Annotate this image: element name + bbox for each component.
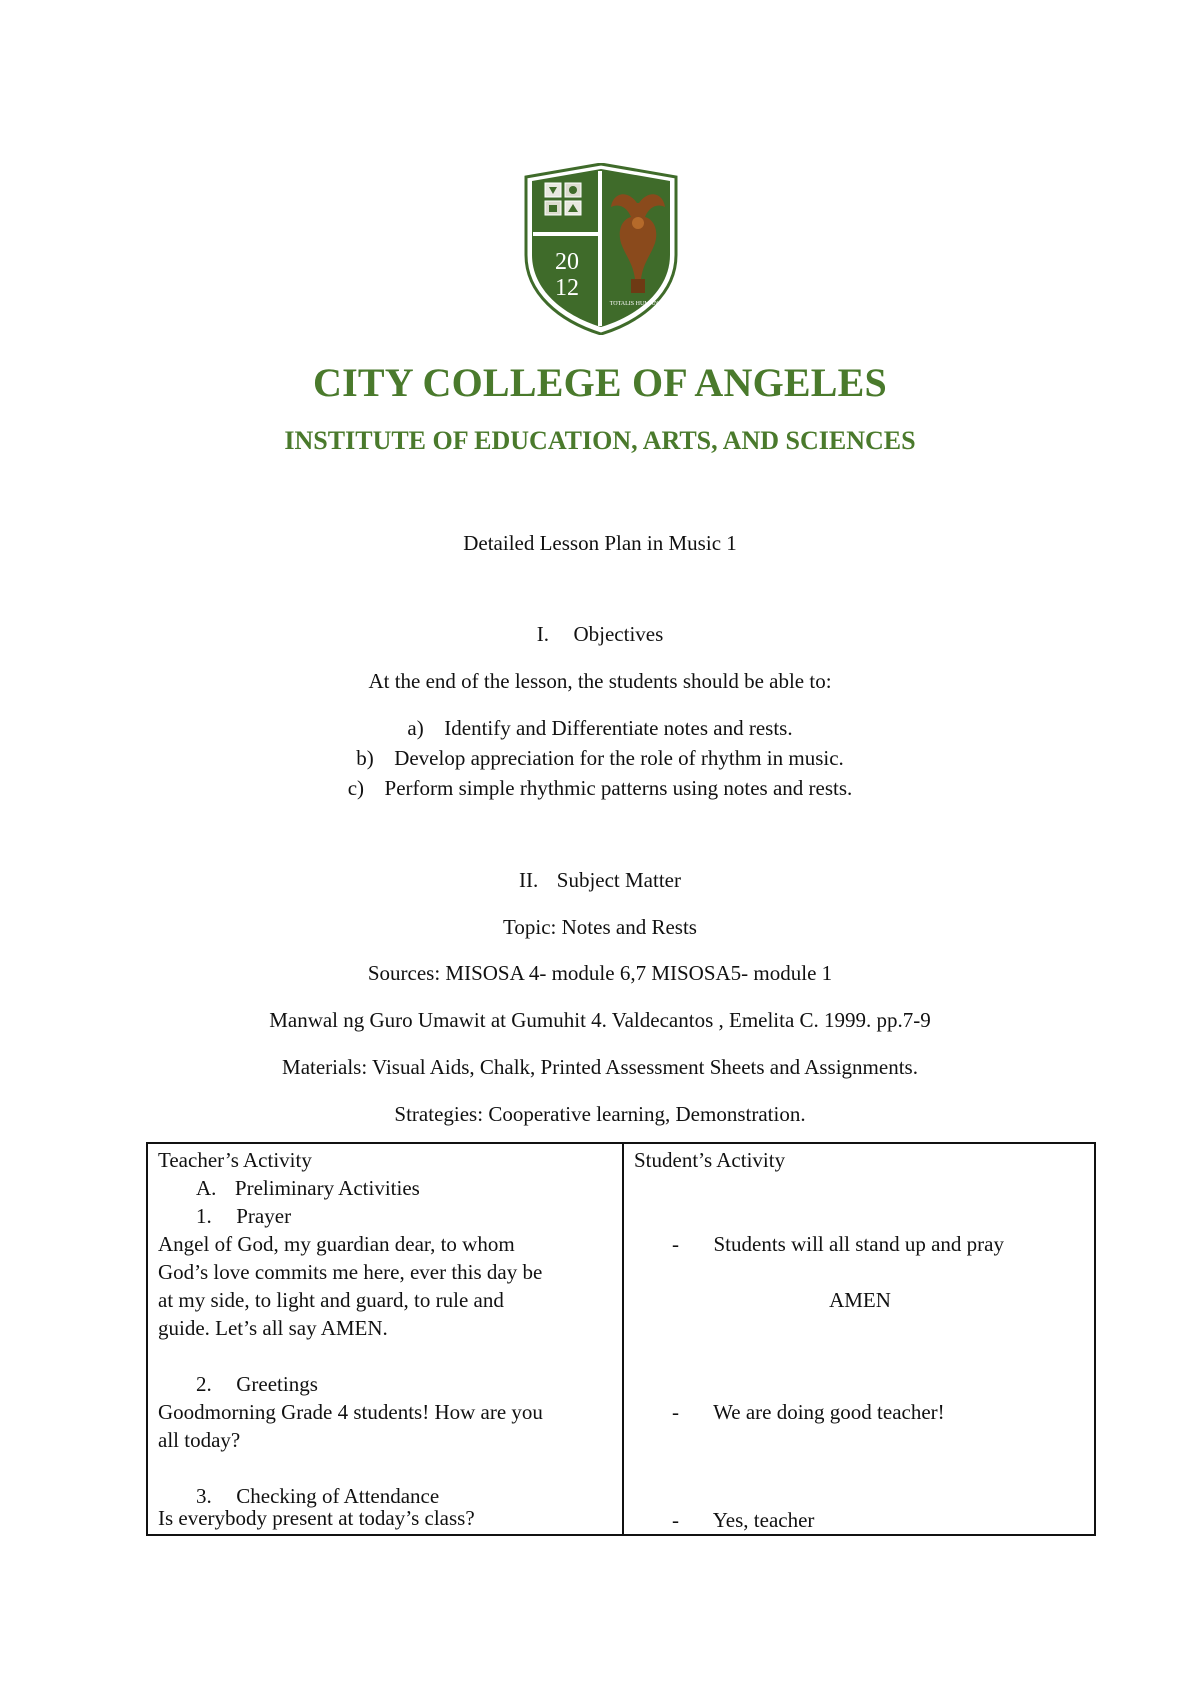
reference-line: Manwal ng Guro Umawit at Gumuhit 4. Valdecantos , Emelita C. 1999. pp.7-9 [269,1008,931,1032]
student-activity-header: Student’s Activity [634,1148,786,1172]
objective-text: Perform simple rhythmic patterns using notes and rests. [384,776,853,800]
sources-line: Sources: MISOSA 4- module 6,7 MISOSA5- module 1 [367,961,833,985]
college-name: CITY COLLEGE OF ANGELES [313,360,887,405]
step-heading [196,1370,318,1398]
student-response [672,1506,814,1534]
response-dash: - [672,1400,679,1424]
objectives-title: Objectives [573,622,664,646]
table-column-divider [622,1144,624,1534]
logo-motto: TOTALIS HUMANAE [609,301,667,307]
step-label: Checking of Attendance [236,1484,440,1508]
objective-item [0,775,1200,801]
step-label: Greetings [236,1372,318,1396]
teacher-line: God’s love commits me here, ever this day be [158,1260,543,1284]
section-label: Preliminary Activities [234,1176,420,1200]
step-heading [196,1202,291,1230]
teacher-line: Goodmorning Grade 4 students! How are you [158,1400,543,1424]
response-text: Yes, teacher [712,1508,815,1532]
objective-text: Identify and Differentiate notes and rests. [444,716,793,740]
teacher-line: Is everybody present at today’s class? [158,1506,475,1530]
college-shield-logo [523,163,679,335]
objectives-heading [0,621,1200,647]
student-response [672,1398,945,1426]
objective-marker: b) [356,746,374,770]
step-marker: 3. [196,1484,212,1508]
logo-year-bottom: 12 [555,275,579,301]
materials-line: Materials: Visual Aids, Chalk, Printed Assessment Sheets and Assignments. [282,1055,918,1079]
topic-line: Topic: Notes and Rests [503,915,697,939]
objective-marker: a) [407,716,424,740]
step-marker: 2. [196,1372,212,1396]
section-heading [196,1174,420,1202]
teacher-activity-header: Teacher’s Activity [158,1148,312,1172]
objectives-number: I. [536,622,549,646]
response-dash: - [672,1508,679,1532]
step-label: Prayer [236,1204,292,1228]
subject-matter-title: Subject Matter [556,868,681,892]
step-marker: 1. [196,1204,212,1228]
lesson-plan-title: Detailed Lesson Plan in Music 1 [463,531,737,555]
student-amen: AMEN [829,1288,891,1312]
objective-item [0,745,1200,771]
student-response [672,1230,1004,1258]
institute-name: INSTITUTE OF EDUCATION, ARTS, AND SCIENCES [284,426,916,455]
section-marker: A. [196,1176,217,1200]
activity-table [146,1142,1096,1536]
objective-item [0,715,1200,741]
response-text: We are doing good teacher! [713,1400,945,1424]
response-dash: - [672,1232,679,1256]
strategies-line: Strategies: Cooperative learning, Demonstration. [394,1102,806,1126]
objectives-intro: At the end of the lesson, the students should be able to: [368,669,832,693]
teacher-line: at my side, to light and guard, to rule and [158,1288,504,1312]
response-text: Students will all stand up and pray [713,1232,1004,1256]
teacher-line: Angel of God, my guardian dear, to whom [158,1232,515,1256]
teacher-line: guide. Let’s all say AMEN. [158,1316,388,1340]
subject-matter-heading [0,867,1200,893]
objective-marker: c) [347,776,365,800]
objective-text: Develop appreciation for the role of rhythm in music. [394,746,844,770]
logo-year-top: 20 [555,249,579,275]
teacher-line: all today? [158,1428,241,1452]
subject-matter-number: II. [519,868,539,892]
